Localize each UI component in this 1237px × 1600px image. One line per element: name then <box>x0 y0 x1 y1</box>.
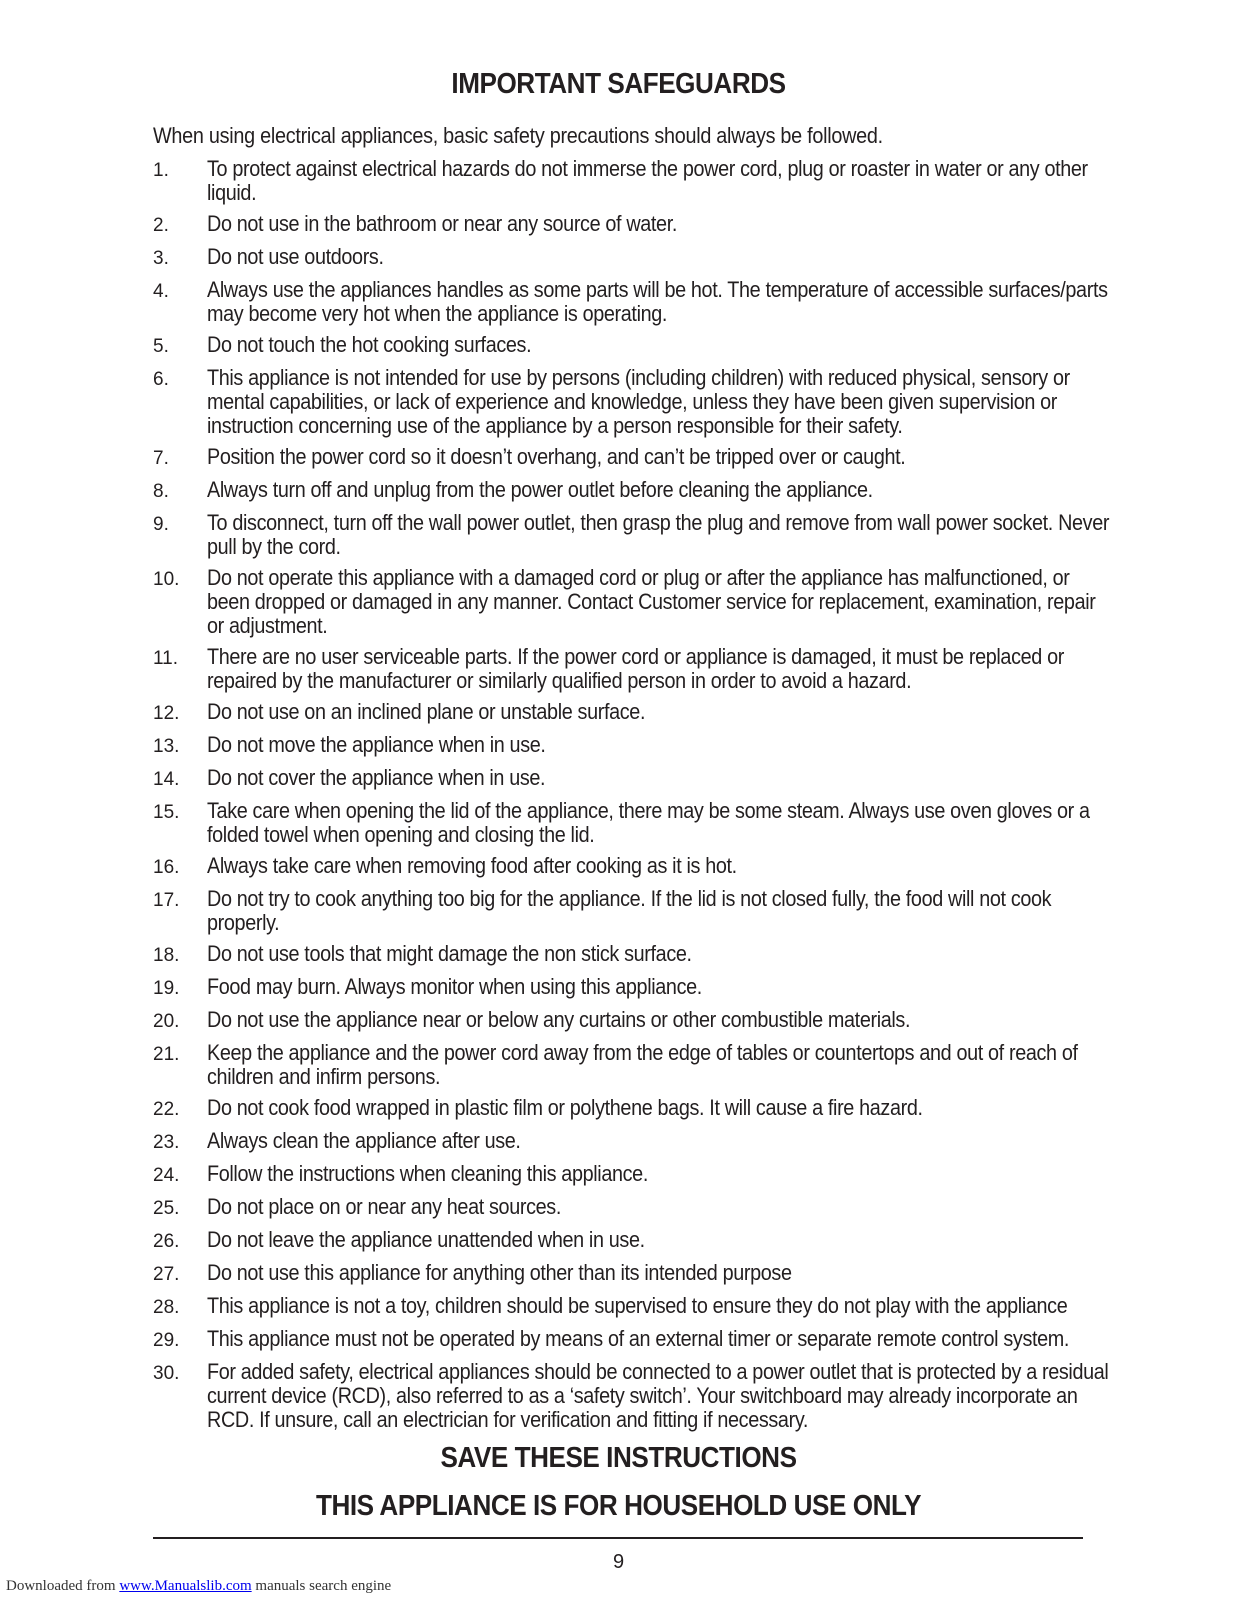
safeguards-list <box>153 157 1153 1439</box>
item-text: Always use the appliances handles as some parts will be hot. The temperature of accessible surfaces/parts may become very hot when the appliance is operating. <box>207 277 1108 326</box>
safeguard-item <box>153 566 1153 638</box>
item-number: 15. <box>153 802 180 823</box>
safeguard-item <box>153 157 1153 205</box>
item-number: 11. <box>153 648 179 669</box>
item-text: There are no user serviceable parts. If the power cord or appliance is damaged, it must be replaced or repaired by the manufacturer or similarly qualified person in order to avoid a hazard. <box>207 644 1064 693</box>
safeguard-item <box>153 799 1153 847</box>
item-number: 27. <box>153 1264 180 1285</box>
item-number: 21. <box>153 1044 180 1065</box>
safeguard-item <box>153 942 1153 968</box>
household-use-heading: THIS APPLIANCE IS FOR HOUSEHOLD USE ONLY <box>315 1490 922 1522</box>
safeguard-item <box>153 766 1153 792</box>
item-number: 1. <box>153 160 169 181</box>
page-title: IMPORTANT SAFEGUARDS <box>451 68 786 100</box>
item-number: 7. <box>153 448 169 469</box>
safeguard-item <box>153 1096 1153 1122</box>
item-text: To protect against electrical hazards do not immerse the power cord, plug or roaster in water or any other liquid. <box>207 156 1088 205</box>
item-number: 19. <box>153 978 180 999</box>
safeguard-item <box>153 511 1153 559</box>
item-text: Do not place on or near any heat sources. <box>207 1194 561 1219</box>
safeguard-item <box>153 1129 1153 1155</box>
item-text: Do not use the appliance near or below any curtains or other combustible materials. <box>207 1007 911 1032</box>
footer-suffix: manuals search engine <box>251 1578 392 1594</box>
item-number: 28. <box>153 1297 180 1318</box>
item-text: For added safety, electrical appliances should be connected to a power outlet that is protected by a residual current device (RCD), also referred to as a ‘safety switch’. Your switchboard may already incorporate an RCD. If unsure, call an electrician for verification and fitting if necessary. <box>207 1359 1109 1432</box>
save-instructions-heading: SAVE THESE INSTRUCTIONS <box>440 1442 797 1474</box>
safeguard-item <box>153 733 1153 759</box>
item-text: Do not use this appliance for anything other than its intended purpose <box>207 1260 792 1285</box>
page-number: 9 <box>612 1551 625 1573</box>
item-number: 12. <box>153 703 180 724</box>
item-text: Do not touch the hot cooking surfaces. <box>207 332 532 357</box>
item-text: This appliance must not be operated by means of an external timer or separate remote control system. <box>207 1326 1070 1351</box>
safeguard-item <box>153 1327 1153 1353</box>
item-number: 13. <box>153 736 180 757</box>
safeguard-item <box>153 645 1153 693</box>
item-text: Food may burn. Always monitor when using this appliance. <box>207 974 702 999</box>
item-number: 10. <box>153 569 180 590</box>
item-number: 24. <box>153 1165 180 1186</box>
safeguard-item <box>153 245 1153 271</box>
item-text: Do not operate this appliance with a damaged cord or plug or after the appliance has malfunctioned, or been dropped or damaged in any manner. Contact Customer service for replacement, examination, repair or adjustment. <box>207 565 1096 638</box>
safeguard-item <box>153 212 1153 238</box>
item-number: 26. <box>153 1231 180 1252</box>
safeguard-item <box>153 1162 1153 1188</box>
safeguard-item <box>153 1360 1153 1432</box>
safeguard-item <box>153 445 1153 471</box>
safeguard-item <box>153 1228 1153 1254</box>
item-number: 16. <box>153 857 180 878</box>
item-text: Do not leave the appliance unattended when in use. <box>207 1227 645 1252</box>
item-number: 22. <box>153 1099 180 1120</box>
item-text: This appliance is not intended for use by persons (including children) with reduced physical, sensory or mental capabilities, or lack of experience and knowledge, unless they have been given supervision or instruction concerning use of the appliance by a person responsible for their safety. <box>207 365 1070 438</box>
item-text: To disconnect, turn off the wall power outlet, then grasp the plug and remove from wall power socket. Never pull by the cord. <box>207 510 1110 559</box>
item-text: Do not use on an inclined plane or unstable surface. <box>207 699 646 724</box>
item-number: 4. <box>153 281 169 302</box>
safeguard-item <box>153 278 1153 326</box>
item-number: 6. <box>153 369 169 390</box>
item-text: Do not use tools that might damage the non stick surface. <box>207 941 692 966</box>
item-number: 23. <box>153 1132 180 1153</box>
item-number: 9. <box>153 514 169 535</box>
item-text: Do not use outdoors. <box>207 244 384 269</box>
item-number: 20. <box>153 1011 180 1032</box>
safeguard-item <box>153 700 1153 726</box>
item-number: 17. <box>153 890 180 911</box>
item-number: 30. <box>153 1363 180 1384</box>
download-footer <box>6 1578 391 1595</box>
item-text: Do not use in the bathroom or near any source of water. <box>207 211 677 236</box>
item-text: Do not cover the appliance when in use. <box>207 765 546 790</box>
safeguard-item <box>153 478 1153 504</box>
safeguard-item <box>153 854 1153 880</box>
safeguard-item <box>153 1294 1153 1320</box>
safeguard-item <box>153 366 1153 438</box>
item-text: Do not move the appliance when in use. <box>207 732 546 757</box>
safeguard-item <box>153 333 1153 359</box>
safeguard-item <box>153 1008 1153 1034</box>
item-text: Do not cook food wrapped in plastic film or polythene bags. It will cause a fire hazard. <box>207 1095 923 1120</box>
item-number: 3. <box>153 248 169 269</box>
item-number: 29. <box>153 1330 180 1351</box>
item-text: Do not try to cook anything too big for the appliance. If the lid is not closed fully, the food will not cook properly. <box>207 886 1052 935</box>
item-text: Take care when opening the lid of the appliance, there may be some steam. Always use oven gloves or a folded towel when opening and closing the lid. <box>207 798 1090 847</box>
item-text: Always take care when removing food after cooking as it is hot. <box>207 853 737 878</box>
footer-prefix: Downloaded from <box>6 1578 120 1594</box>
safeguard-item <box>153 1041 1153 1089</box>
item-text: Position the power cord so it doesn’t overhang, and can’t be tripped over or caught. <box>207 444 906 469</box>
item-number: 25. <box>153 1198 180 1219</box>
safeguard-item <box>153 1195 1153 1221</box>
safeguard-item <box>153 887 1153 935</box>
item-number: 18. <box>153 945 180 966</box>
safeguard-item <box>153 975 1153 1001</box>
item-number: 8. <box>153 481 169 502</box>
intro-text: When using electrical appliances, basic safety precautions should always be followed. <box>153 123 883 148</box>
footer-divider <box>153 1537 1083 1539</box>
manualslib-link[interactable]: www.Manualslib.com <box>119 1578 252 1594</box>
item-number: 14. <box>153 769 180 790</box>
item-text: Follow the instructions when cleaning this appliance. <box>207 1161 648 1186</box>
safeguard-item <box>153 1261 1153 1287</box>
item-text: Keep the appliance and the power cord away from the edge of tables or countertops and out of reach of children and infirm persons. <box>207 1040 1078 1089</box>
item-text: Always turn off and unplug from the power outlet before cleaning the appliance. <box>207 477 873 502</box>
item-text: This appliance is not a toy, children should be supervised to ensure they do not play with the appliance <box>207 1293 1068 1318</box>
item-number: 2. <box>153 215 169 236</box>
item-number: 5. <box>153 336 169 357</box>
item-text: Always clean the appliance after use. <box>207 1128 521 1153</box>
